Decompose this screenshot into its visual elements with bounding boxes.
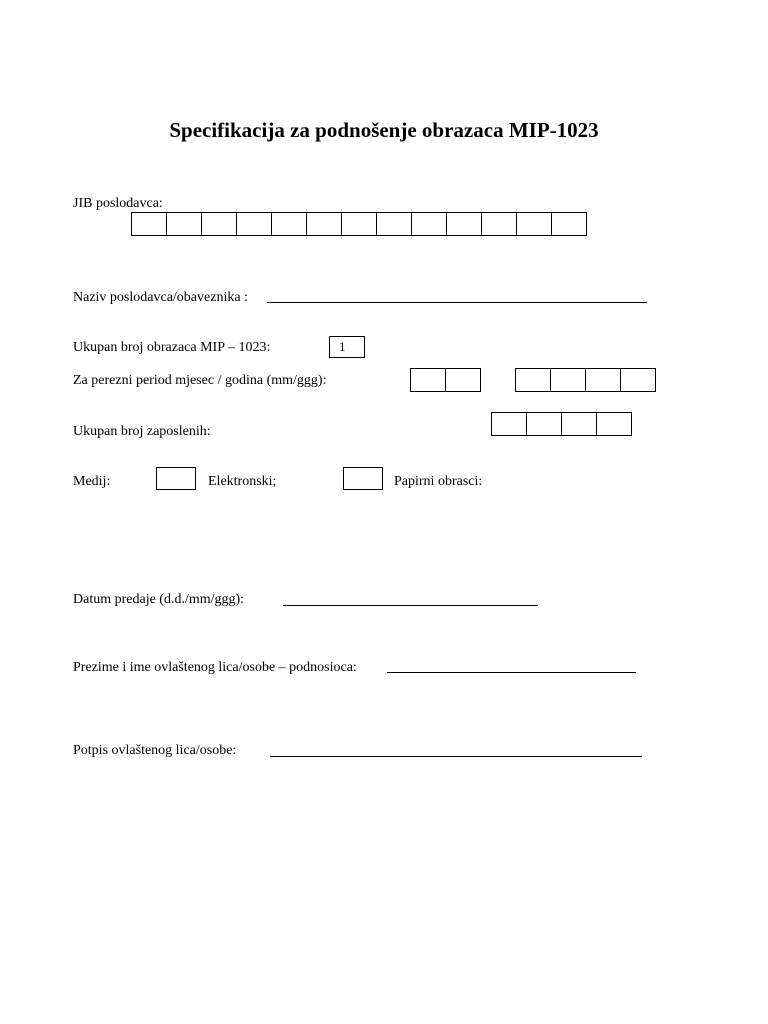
ukupan-obrazaca-field[interactable]: 1 <box>329 336 365 358</box>
period-label: Za perezni period mjesec / godina (mm/ggg): <box>73 373 327 388</box>
period-year-boxes[interactable] <box>515 368 656 392</box>
zaposleni-digit-box[interactable] <box>491 412 527 436</box>
papirni-checkbox[interactable] <box>343 467 383 490</box>
potpis-label: Potpis ovlaštenog lica/osobe: <box>73 743 237 758</box>
year-digit-box[interactable] <box>515 368 551 392</box>
form-title: Specifikacija za podnošenje obrazaca MIP-1023 <box>169 118 599 142</box>
period-month-boxes[interactable] <box>410 368 481 392</box>
jib-digit-box[interactable] <box>341 212 377 236</box>
jib-digit-box[interactable] <box>271 212 307 236</box>
papirni-label: Papirni obrasci: <box>394 474 483 489</box>
year-digit-box[interactable] <box>550 368 586 392</box>
zaposleni-digit-box[interactable] <box>596 412 632 436</box>
medij-label: Medij: <box>73 474 111 489</box>
prezime-label: Prezime i ime ovlaštenog lica/osobe – podnosioca: <box>73 660 357 675</box>
jib-digit-box[interactable] <box>446 212 482 236</box>
jib-digit-box[interactable] <box>551 212 587 236</box>
year-digit-box[interactable] <box>620 368 656 392</box>
datum-label: Datum predaje (d.d./mm/ggg): <box>73 592 245 607</box>
potpis-input-line[interactable] <box>270 756 642 757</box>
naziv-label: Naziv poslodavca/obaveznika : <box>73 290 248 305</box>
datum-input-line[interactable] <box>283 605 538 606</box>
jib-digit-box[interactable] <box>166 212 202 236</box>
zaposleni-digit-box[interactable] <box>561 412 597 436</box>
jib-label: JIB poslodavca: <box>73 196 163 211</box>
jib-digit-box[interactable] <box>376 212 412 236</box>
elektronski-label: Elektronski; <box>208 474 277 489</box>
month-digit-box[interactable] <box>410 368 446 392</box>
jib-digit-box[interactable] <box>236 212 272 236</box>
jib-digit-box[interactable] <box>201 212 237 236</box>
naziv-input-line[interactable] <box>267 302 647 303</box>
year-digit-box[interactable] <box>585 368 621 392</box>
zaposleni-digit-box[interactable] <box>526 412 562 436</box>
jib-digit-box[interactable] <box>411 212 447 236</box>
jib-digit-box[interactable] <box>516 212 552 236</box>
ukupan-obrazaca-label: Ukupan broj obrazaca MIP – 1023: <box>73 340 271 355</box>
elektronski-checkbox[interactable] <box>156 467 196 490</box>
jib-digit-box[interactable] <box>306 212 342 236</box>
jib-digit-box[interactable] <box>131 212 167 236</box>
prezime-input-line[interactable] <box>387 672 636 673</box>
jib-digit-box[interactable] <box>481 212 517 236</box>
month-digit-box[interactable] <box>445 368 481 392</box>
jib-boxes[interactable] <box>131 212 587 236</box>
zaposleni-label: Ukupan broj zaposlenih: <box>73 424 211 439</box>
zaposleni-boxes[interactable] <box>491 412 632 436</box>
